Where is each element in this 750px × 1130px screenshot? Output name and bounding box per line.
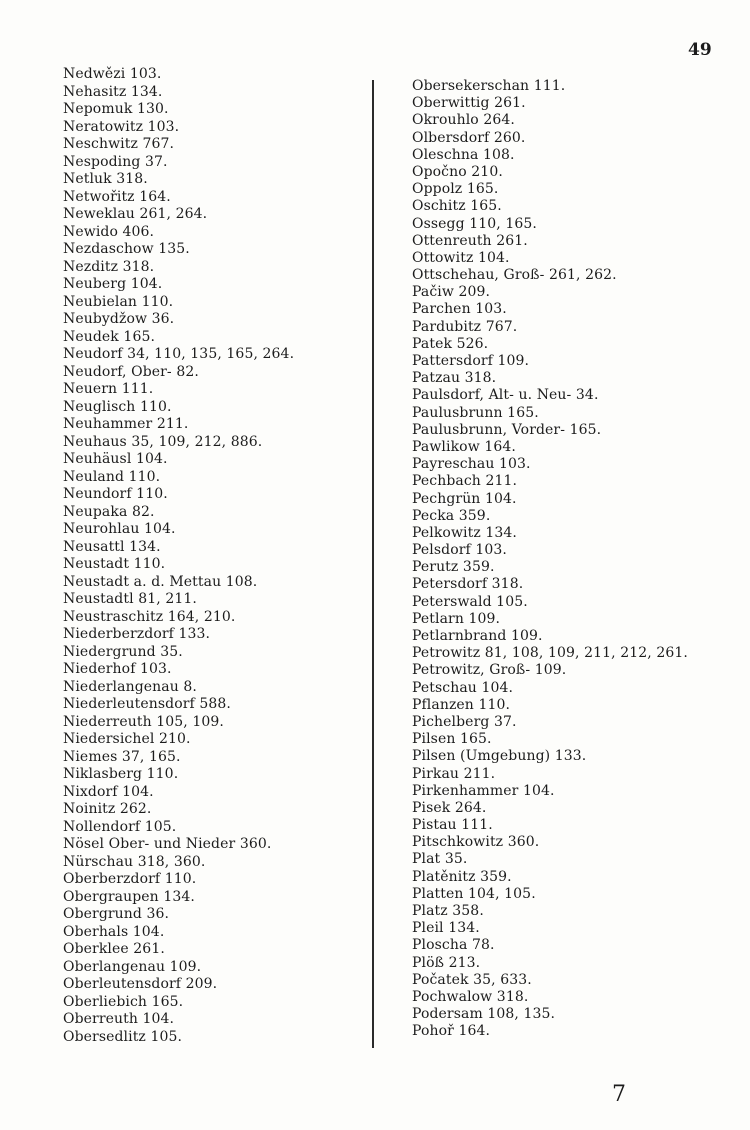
index-entry: Neudek 165.: [63, 328, 156, 345]
index-entry: Niederhof 103.: [63, 661, 172, 677]
index-entry: Neuhaus 35, 109, 212, 886.: [63, 433, 263, 450]
index-entry: Pflanzen 110.: [412, 696, 511, 713]
index-entry: Petrowitz 81, 108, 109, 211, 212, 261.: [412, 645, 688, 662]
index-entry: Ottschehau, Groß- 261, 262.: [412, 267, 617, 284]
index-entry: Paulusbrunn, Vorder- 165.: [412, 421, 602, 438]
index-entry: Pistau 111.: [412, 817, 493, 834]
index-entry: Noinitz 262.: [63, 801, 152, 817]
index-entry: Payreschau 103.: [412, 456, 531, 473]
index-entry: Niemes 37, 165.: [63, 748, 181, 765]
index-entry: Oleschna 108.: [412, 146, 515, 163]
index-entry: Oberlangenau 109.: [63, 958, 202, 975]
index-entry: Pechgrün 104.: [412, 490, 517, 507]
index-entry: Pattersdorf 109.: [412, 353, 530, 369]
signature-mark: 7: [612, 1082, 626, 1107]
index-entry: Neuglisch 110.: [63, 398, 172, 415]
index-entry: Ossegg 110, 165.: [412, 215, 537, 232]
index-entry: Počatek 35, 633.: [412, 971, 532, 988]
index-entry: Plöß 213.: [412, 954, 481, 971]
index-entry: Pawlikow 164.: [412, 438, 516, 455]
index-entry: Pačiw 209.: [412, 284, 491, 301]
index-entry: Peterswald 105.: [412, 593, 528, 610]
index-entry: Oberleutensdorf 209.: [63, 976, 218, 992]
index-entry: Neupaka 82.: [63, 503, 155, 520]
index-entry: Pleil 134.: [412, 920, 480, 937]
index-entry: Neustadtl 81, 211.: [63, 591, 197, 607]
index-entry: Pirkenhammer 104.: [412, 782, 555, 799]
index-entry: Neusattl 134.: [63, 538, 161, 555]
index-entry: Newido 406.: [63, 223, 155, 240]
index-entry: Pochwalow 318.: [412, 988, 529, 1005]
index-entry: Oberreuth 104.: [63, 1011, 175, 1027]
index-entry: Niederlangenau 8.: [63, 678, 197, 695]
index-entry: Oberberzdorf 110.: [63, 871, 197, 887]
index-entry: Neundorf 110.: [63, 486, 168, 502]
index-entry: Neustadt 110.: [63, 556, 166, 572]
index-entry: Neurohlau 104.: [63, 521, 176, 537]
index-entry: Pitschkowitz 360.: [412, 834, 540, 851]
index-entry: Oberliebich 165.: [63, 993, 184, 1010]
index-entry: Pisek 264.: [412, 799, 487, 816]
index-entry: Nixdorf 104.: [63, 783, 154, 800]
index-entry: Ottowitz 104.: [412, 249, 510, 266]
index-entry: Plat 35.: [412, 851, 468, 868]
index-entry: Nollendorf 105.: [63, 818, 177, 835]
index-entry: Patek 526.: [412, 335, 489, 352]
index-entry: Pichelberg 37.: [412, 713, 517, 730]
index-entry: Nehasitz 134.: [63, 83, 163, 100]
index-entry: Niklasberg 110.: [63, 766, 179, 782]
index-entry: Parchen 103.: [412, 301, 507, 318]
index-entry: Platz 358.: [412, 903, 484, 919]
index-entry: Niederreuth 105, 109.: [63, 713, 224, 730]
index-entry: Neustadt a. d. Mettau 108.: [63, 573, 258, 590]
index-entry: Nürschau 318, 360.: [63, 853, 206, 870]
index-entry: Obergraupen 134.: [63, 888, 195, 905]
index-entry: Platěnitz 359.: [412, 868, 512, 885]
index-entry: Obersekerschan 111.: [412, 78, 566, 94]
index-entry: Pilsen 165.: [412, 731, 492, 748]
index-column-left: [63, 66, 294, 1046]
index-entry: Pardubitz 767.: [412, 318, 518, 335]
index-entry: Netwořitz 164.: [63, 188, 171, 205]
index-entry: Petrowitz, Groß- 109.: [412, 662, 567, 679]
index-entry: Oberhals 104.: [63, 923, 165, 940]
index-entry: Oberwittig 261.: [412, 95, 526, 112]
index-entry: Niederberzdorf 133.: [63, 626, 211, 642]
index-entry: Pilsen (Umgebung) 133.: [412, 748, 587, 765]
index-entry: Neweklau 261, 264.: [63, 206, 208, 222]
index-entry: Neubielan 110.: [63, 293, 174, 310]
index-entry: Neudorf 34, 110, 135, 165, 264.: [63, 346, 295, 362]
index-entry: Obersedlitz 105.: [63, 1028, 183, 1045]
index-entry: Oberklee 261.: [63, 941, 165, 957]
index-entry: Nezdaschow 135.: [63, 241, 190, 257]
index-entry: Nezditz 318.: [63, 258, 155, 275]
index-entry: Pecka 359.: [412, 507, 491, 524]
index-entry: Patzau 318.: [412, 370, 497, 387]
index-entry: Neustraschitz 164, 210.: [63, 608, 236, 625]
index-entry: Pechbach 211.: [412, 473, 518, 490]
index-entry: Niedersichel 210.: [63, 731, 191, 747]
index-entry: Nespoding 37.: [63, 153, 168, 170]
index-entry: Ploscha 78.: [412, 937, 495, 954]
index-entry: Pelkowitz 134.: [412, 524, 517, 541]
index-entry: Nepomuk 130.: [63, 101, 169, 117]
index-entry: Niederleutensdorf 588.: [63, 696, 231, 712]
index-entry: Petschau 104.: [412, 679, 514, 696]
index-entry: Okrouhlo 264.: [412, 112, 515, 129]
index-entry: Niedergrund 35.: [63, 643, 183, 660]
index-entry: Podersam 108, 135.: [412, 1006, 556, 1023]
index-entry: Nedwězi 103.: [63, 66, 162, 82]
index-entry: Paulusbrunn 165.: [412, 404, 539, 421]
index-entry: Ottenreuth 261.: [412, 232, 528, 249]
index-entry: Nösel Ober- und Nieder 360.: [63, 836, 272, 852]
index-entry: Neuern 111.: [63, 381, 154, 397]
index-entry: Neuberg 104.: [63, 276, 163, 292]
index-entry: Neubydžow 36.: [63, 311, 175, 327]
index-entry: Perutz 359.: [412, 559, 495, 576]
index-entry: Neuland 110.: [63, 468, 161, 485]
index-entry: Oppolz 165.: [412, 181, 499, 198]
index-entry: Netluk 318.: [63, 171, 148, 187]
index-entry: Petlarnbrand 109.: [412, 628, 543, 644]
index-entry: Pelsdorf 103.: [412, 542, 507, 559]
column-divider: [372, 80, 374, 1048]
index-entry: Opočno 210.: [412, 163, 503, 180]
index-entry: Neudorf, Ober- 82.: [63, 363, 199, 380]
index-entry: Neratowitz 103.: [63, 118, 180, 135]
index-entry: Platten 104, 105.: [412, 885, 536, 902]
index-entry: Oschitz 165.: [412, 198, 502, 215]
page-number: 49: [688, 40, 712, 60]
index-entry: Neschwitz 767.: [63, 136, 175, 152]
index-entry: Pohoř 164.: [412, 1023, 491, 1040]
index-entry: Paulsdorf, Alt- u. Neu- 34.: [412, 387, 599, 404]
index-entry: Petlarn 109.: [412, 610, 501, 627]
index-entry: Obergrund 36.: [63, 906, 170, 922]
index-column-right: [412, 78, 688, 1041]
index-entry: Pirkau 211.: [412, 765, 496, 782]
index-entry: Petersdorf 318.: [412, 576, 524, 593]
index-entry: Neuhammer 211.: [63, 416, 189, 432]
index-entry: Olbersdorf 260.: [412, 129, 526, 146]
index-entry: Neuhäusl 104.: [63, 451, 168, 467]
